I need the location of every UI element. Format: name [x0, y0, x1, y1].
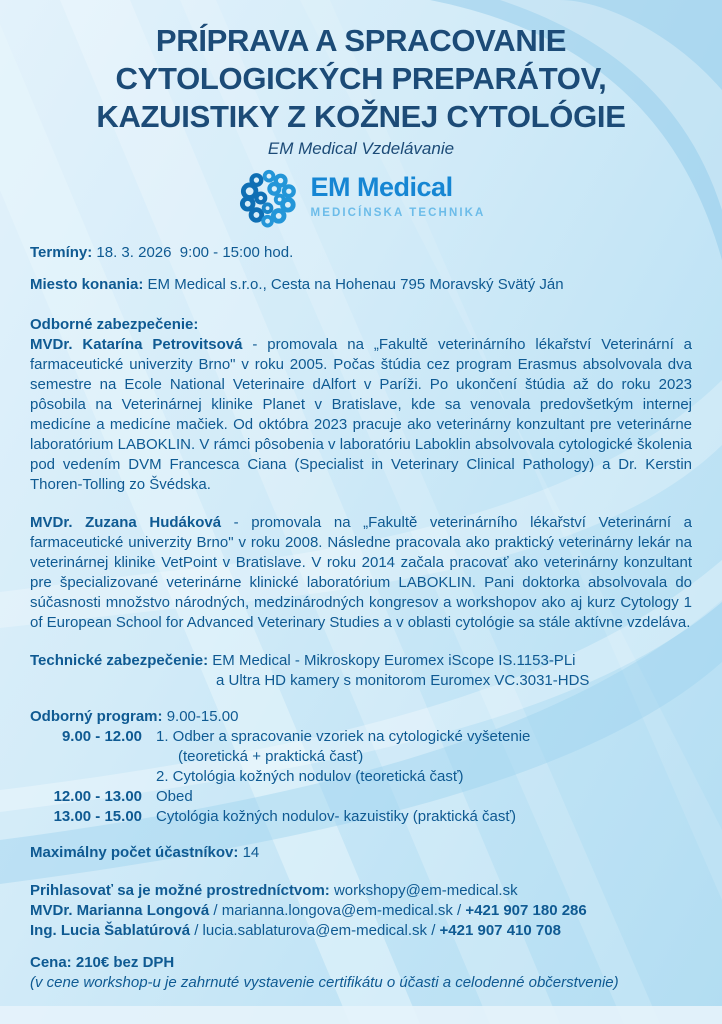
program-item-sub: (teoretická + praktická časť): [178, 748, 364, 765]
dates-label: Termíny:: [30, 244, 93, 261]
program-time-2: 12.00 - 13.00: [53, 788, 142, 805]
contact-phone-1: +421 907 180 286: [465, 902, 587, 919]
price-value: 210€ bez DPH: [75, 954, 175, 971]
equipment-line-1: [30, 651, 692, 671]
program-heading: [30, 707, 692, 727]
price-line: [30, 953, 692, 973]
contact-line-1: [30, 901, 692, 921]
speaker-bio-1: [30, 335, 692, 495]
program-time-range: 9.00-15.00: [166, 708, 239, 725]
program-item: 1. Odber a spracovanie vzoriek na cytologické vyšetenie: [156, 728, 531, 745]
capacity-line: [30, 843, 692, 863]
registration-email: workshopy@em-medical.sk: [333, 882, 518, 899]
program-row-2: [30, 787, 692, 807]
speaker-bio-text-1: - promovala na „Fakultě veterinárního lékařství Veterinární a farmaceutické univerzity Brno" v roku 2005. Počas štúdia cez program Erasmus absolvovala dva semestre na Ecole National Veterinaire dAlfort v Paríži. Po ukončení štúdia až do roku 2023 pôsobila na Veterinárnej klinike Planet v Bratislave, kde sa venovala predovšetkým internej medicíne a medicíne mačiek. Od októbra 2023 pracuje ako veterinárny konzultant pre veterinárne laboratórium LABOKLIN. V rámci pôsobenia v laboratóriu Laboklin absolvovala cytologické školenia pod vedením DVM Francesca Ciana (Specialist in Veterinary Clinical Pathology) a Dr. Kerstin Thoren-Tolling zo Švédska.: [30, 336, 693, 493]
program-label: Odborný program:: [30, 708, 163, 725]
speaker-bio-2: [30, 513, 692, 633]
contact-phone-2: +421 907 410 708: [439, 922, 561, 939]
contact-name-2: Ing. Lucia Šablatúrová: [30, 922, 191, 939]
venue-label: Miesto konania:: [30, 276, 144, 293]
contact-email-2: / lucia.sablaturova@em-medical.sk /: [190, 922, 440, 939]
price-note: (v cene workshop-u je zahrnuté vystavenie certifikátu o účasti a celodenné občerstvenie): [30, 974, 619, 991]
speaker-name-2: MVDr. Zuzana Hudáková: [30, 514, 222, 531]
program-item: 2. Cytológia kožných nodulov (teoretická časť): [156, 768, 464, 785]
logo-name: EM Medical: [310, 171, 453, 202]
speaker-bio-text-2: - promovala na „Fakultě veterinárního lékařství Veterinární a farmaceutické univerzity Brno" v roku 2008. Následne pracovala ako praktický veterinárny lekár na veterinárnej klinike VetPoint v Bratislave. V roku 2014 začala pracovať ako veterinárny konzultant pre špecializované veterinárne klinické laboratórium LABOKLIN. Pani doktorka absolvovala do súčasnosti množstvo národných, medzinárodných kongresov a workshopov ako aj kurz Cytology 1 of European School for Advanced Veterinary Studies a v oblasti cytológie sa stále aktívne vzdeláva.: [30, 514, 692, 631]
contact-email-1: / marianna.longova@em-medical.sk /: [209, 902, 466, 919]
page-title: [30, 22, 692, 136]
program-desc-2: Obed: [156, 788, 193, 805]
header: [30, 22, 692, 229]
logo-tagline: MEDICÍNSKA TECHNIKA: [310, 206, 486, 219]
title-line-1: PRÍPRAVA A SPRACOVANIE: [155, 23, 567, 58]
program-row-1: [30, 727, 692, 787]
dates-line: [30, 243, 692, 263]
program-desc-1: [142, 727, 530, 787]
price-label: Cena:: [30, 954, 72, 971]
program-time-1: 9.00 - 12.00: [61, 728, 142, 745]
equipment-line-2: a Ultra HD kamery s monitorom Euromex VC.3031-HDS: [216, 672, 590, 689]
subtitle: EM Medical Vzdelávanie: [267, 139, 455, 158]
registration-label: Prihlasovať sa je možné prostredníctvom:: [30, 882, 330, 899]
program-desc-3: Cytológia kožných nodulov- kazuistiky (praktická časť): [156, 808, 516, 825]
em-medical-logo: [30, 167, 692, 229]
dates-value: 18. 3. 2026 9:00 - 15:00 hod.: [96, 244, 294, 261]
speakers-heading: Odborné zabezpečenie:: [30, 316, 199, 333]
equipment-value-1: EM Medical - Mikroskopy Euromex iScope IS.1153-PLi: [212, 652, 576, 669]
cell-cluster-icon: [237, 168, 301, 228]
equipment-label: Technické zabezpečenie:: [30, 652, 209, 669]
program-row-3: [30, 807, 692, 827]
contact-name-1: MVDr. Marianna Longová: [30, 902, 210, 919]
title-line-3: KAZUISTIKY Z KOŽNEJ CYTOLÓGIE: [96, 99, 626, 134]
registration-line: [30, 881, 692, 901]
speaker-name-1: MVDr. Katarína Petrovitsová: [30, 336, 243, 353]
program-section: [30, 707, 692, 827]
registration-section: [30, 881, 692, 941]
capacity-value: 14: [242, 844, 260, 861]
title-line-2: CYTOLOGICKÝCH PREPARÁTOV,: [115, 61, 607, 96]
logo-text: [310, 171, 486, 223]
venue-value: EM Medical s.r.o., Cesta na Hohenau 795 Moravský Svätý Ján: [147, 276, 564, 293]
program-time-3: 13.00 - 15.00: [53, 808, 142, 825]
flyer-body: [30, 243, 692, 993]
venue-line: [30, 275, 692, 295]
capacity-label: Maximálny počet účastníkov:: [30, 844, 239, 861]
contact-line-2: [30, 921, 692, 941]
